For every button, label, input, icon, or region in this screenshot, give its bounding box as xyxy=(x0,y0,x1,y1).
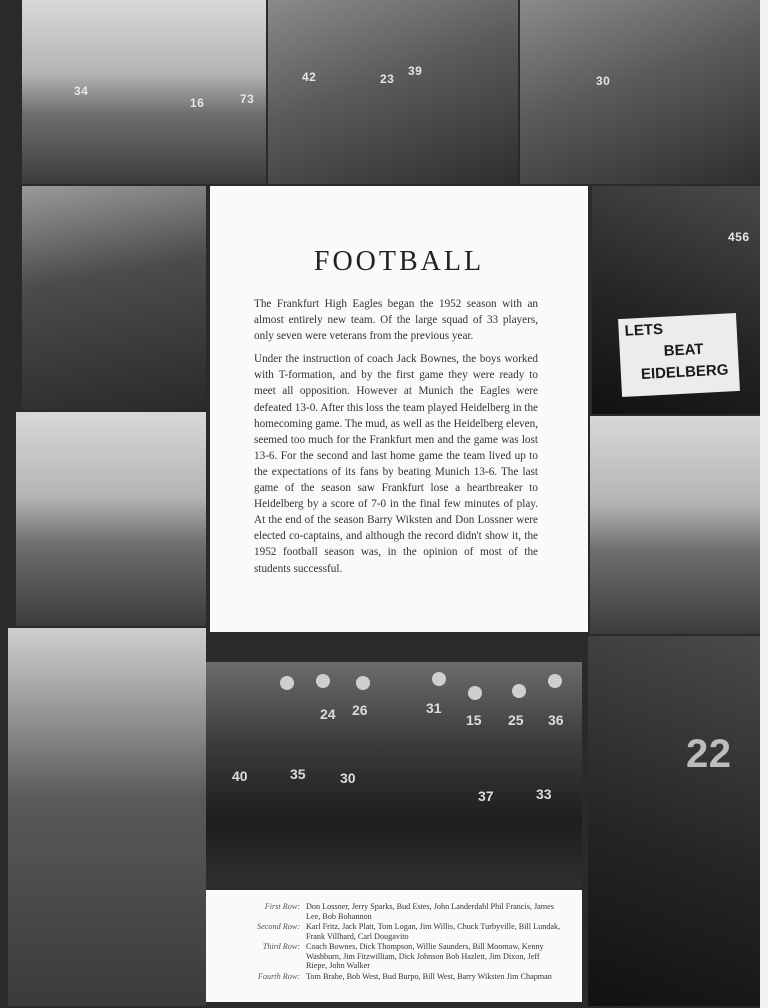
sign-line: LETS xyxy=(624,320,664,340)
sign-line: BEAT xyxy=(663,340,704,360)
jersey-number: 31 xyxy=(426,700,442,716)
helmet xyxy=(432,672,446,686)
jersey-number: 42 xyxy=(302,70,317,84)
article-paragraph: Under the instruction of coach Jack Bownes, the boys worked with T-formation, and by the first game they were ready to meet all opposition. However at Munich the Eagles were defeated 13-0. After this loss the team played Heidelberg in the homecoming game. The mud, as well as the Heidelberg eleven, seemed too much for the Frankfurt men and the game was lost 13-6. For the second and last home game the team lived up to the expectations of its fans by beating Munich 13-6. The last game of the season saw Frankfurt lose a heartbreaker to Heidelberg by a score of 7-0 in the final few minutes of play. At the end of the season Barry Wiksten and Don Lossner were elected co-captains, and although the record didn't show it, the 1952 football season was, in the opinion of most of the students successful. xyxy=(254,353,538,575)
photo-bench-players xyxy=(520,0,762,184)
caption-row-label: First Row: xyxy=(264,902,300,911)
team-photo-caption xyxy=(206,890,582,1002)
jersey-number: 36 xyxy=(548,712,564,728)
helmet xyxy=(548,674,562,688)
jersey-number: 35 xyxy=(290,766,306,782)
photo-players-close-up xyxy=(22,186,206,410)
photo-huddle-sideline xyxy=(268,0,518,184)
helmet xyxy=(316,674,330,688)
article-body xyxy=(254,296,538,584)
football-article-panel xyxy=(210,186,588,632)
jersey-number: 26 xyxy=(352,702,368,718)
caption-row-names: Tom Brahe, Bob West, Bud Burpo, Bill West, Barry Wiksten Jim Chapman xyxy=(306,972,552,981)
article-paragraph: The Frankfurt High Eagles began the 1952 season with an almost entirely new team. Of the large squad of 33 players, only seven were veterans from the previous year. xyxy=(254,298,538,343)
photo-tackle-on-field xyxy=(16,412,206,626)
jersey-number: 33 xyxy=(536,786,552,802)
jersey-number: 22 xyxy=(686,732,732,776)
jersey-number: 40 xyxy=(232,768,248,784)
photo-coach-in-raincoat xyxy=(8,628,206,1006)
caption-row-names: Don Lossner, Jerry Sparks, Bud Estes, John Landerdahl Phil Francis, James Lee, Bob Bohannon xyxy=(306,902,554,921)
photo-player-portrait xyxy=(588,636,762,1006)
jersey-number: 34 xyxy=(74,84,89,98)
jersey-number: 73 xyxy=(240,92,255,106)
jersey-number: 30 xyxy=(596,74,611,88)
lets-beat-heidelberg-sign xyxy=(618,313,740,397)
page-title: FOOTBALL xyxy=(313,246,485,277)
jersey-number: 15 xyxy=(466,712,482,728)
caption-row-label: Third Row: xyxy=(262,942,300,951)
caption-row-names: Coach Bownes, Dick Thompson, Willie Saunders, Bill Moomaw, Kenny Washburn, Jim Fitzwilliam, Dick Johnson Bob Hazlett, Jim Dixon, Jeff Riepe, John Walker xyxy=(306,942,544,970)
jersey-number: 25 xyxy=(508,712,524,728)
photo-game-action-top-left xyxy=(22,0,266,184)
photo-fans-with-sign xyxy=(592,186,762,414)
sign-line: EIDELBERG xyxy=(640,361,729,384)
page-edge xyxy=(760,0,768,1008)
photo-play-action-right xyxy=(590,416,762,634)
jersey-number: 456 xyxy=(728,230,750,244)
caption-row-names: Karl Fritz, Jack Platt, Tom Logan, Jim Willis, Chuck Turbyville, Bill Lundak, Frank Villhard, Carl Dougavito xyxy=(306,922,561,941)
helmet xyxy=(356,676,370,690)
jersey-number: 24 xyxy=(320,706,336,722)
jersey-number: 37 xyxy=(478,788,494,804)
jersey-number: 39 xyxy=(408,64,423,78)
photo-team-group xyxy=(206,662,582,888)
jersey-number: 30 xyxy=(340,770,356,786)
helmet xyxy=(468,686,482,700)
caption-row-label: Fourth Row: xyxy=(257,972,300,981)
helmet xyxy=(512,684,526,698)
jersey-number: 23 xyxy=(380,72,395,86)
caption-row-label: Second Row: xyxy=(257,922,300,931)
helmet xyxy=(280,676,294,690)
jersey-number: 16 xyxy=(190,96,205,110)
